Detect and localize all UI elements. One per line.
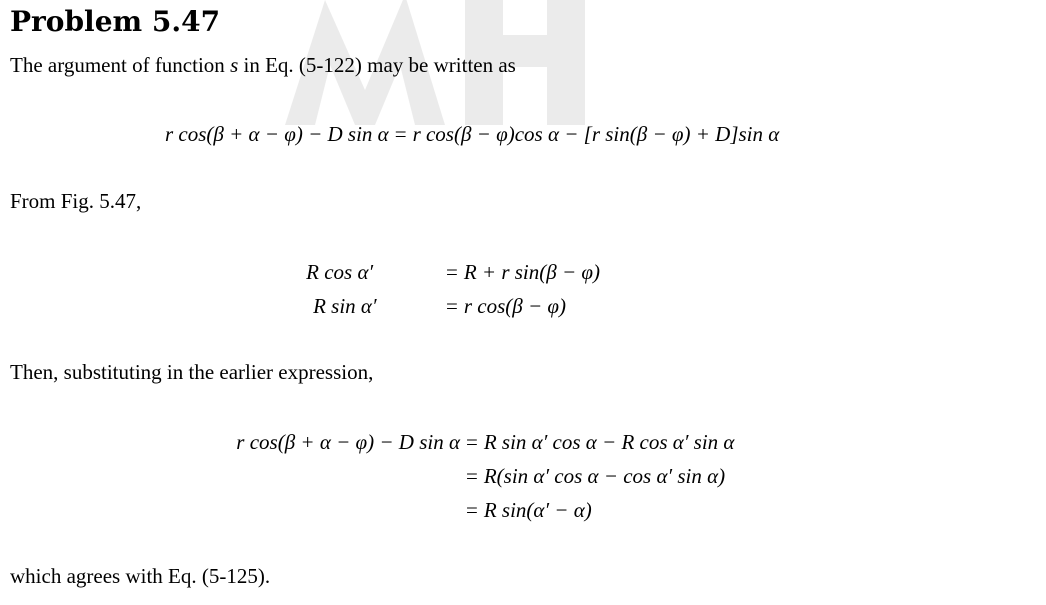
conclusion-text: which agrees with Eq. (5-125).: [10, 564, 271, 588]
equation-argument-rhs: r cos(β − φ)cos α − [r sin(β − φ) + D]sin α: [412, 122, 780, 146]
equals-sign: =: [394, 122, 407, 146]
equals-sign: =: [446, 260, 458, 284]
equals-sign: =: [446, 294, 458, 318]
figure-equation-1-lhs: R cos α′: [306, 260, 374, 284]
equation-argument: [165, 121, 779, 147]
derivation-step-1-lhs: r cos(β + α − φ) − D sin α: [236, 430, 460, 454]
intro-after: in Eq. (5-122) may be written as: [238, 53, 516, 77]
derivation-step-2-rhs: R(sin α′ cos α − cos α′ sin α): [483, 464, 726, 488]
figure-equation-2-lhs: R sin α′: [313, 294, 377, 318]
derivation-step-1-rhs: R sin α′ cos α − R cos α′ sin α: [483, 430, 735, 454]
intro-paragraph: [10, 52, 516, 78]
equals-sign: =: [466, 464, 478, 488]
figure-equation-2-rhs: r cos(β − φ): [463, 294, 566, 318]
then-text: Then, substituting in the earlier expression,: [10, 360, 374, 384]
from-figure-text: From Fig. 5.47,: [10, 189, 142, 213]
equals-sign: =: [466, 430, 478, 454]
derivation-step-3-rhs: R sin(α′ − α): [483, 498, 592, 522]
problem-title: Problem 5.47: [10, 5, 221, 38]
intro-before: The argument of function: [10, 53, 231, 77]
equals-sign: =: [466, 498, 478, 522]
intro-variable: s: [230, 53, 239, 77]
figure-equation-1-rhs: R + r sin(β − φ): [463, 260, 601, 284]
equation-argument-lhs: r cos(β + α − φ) − D sin α: [165, 122, 389, 146]
